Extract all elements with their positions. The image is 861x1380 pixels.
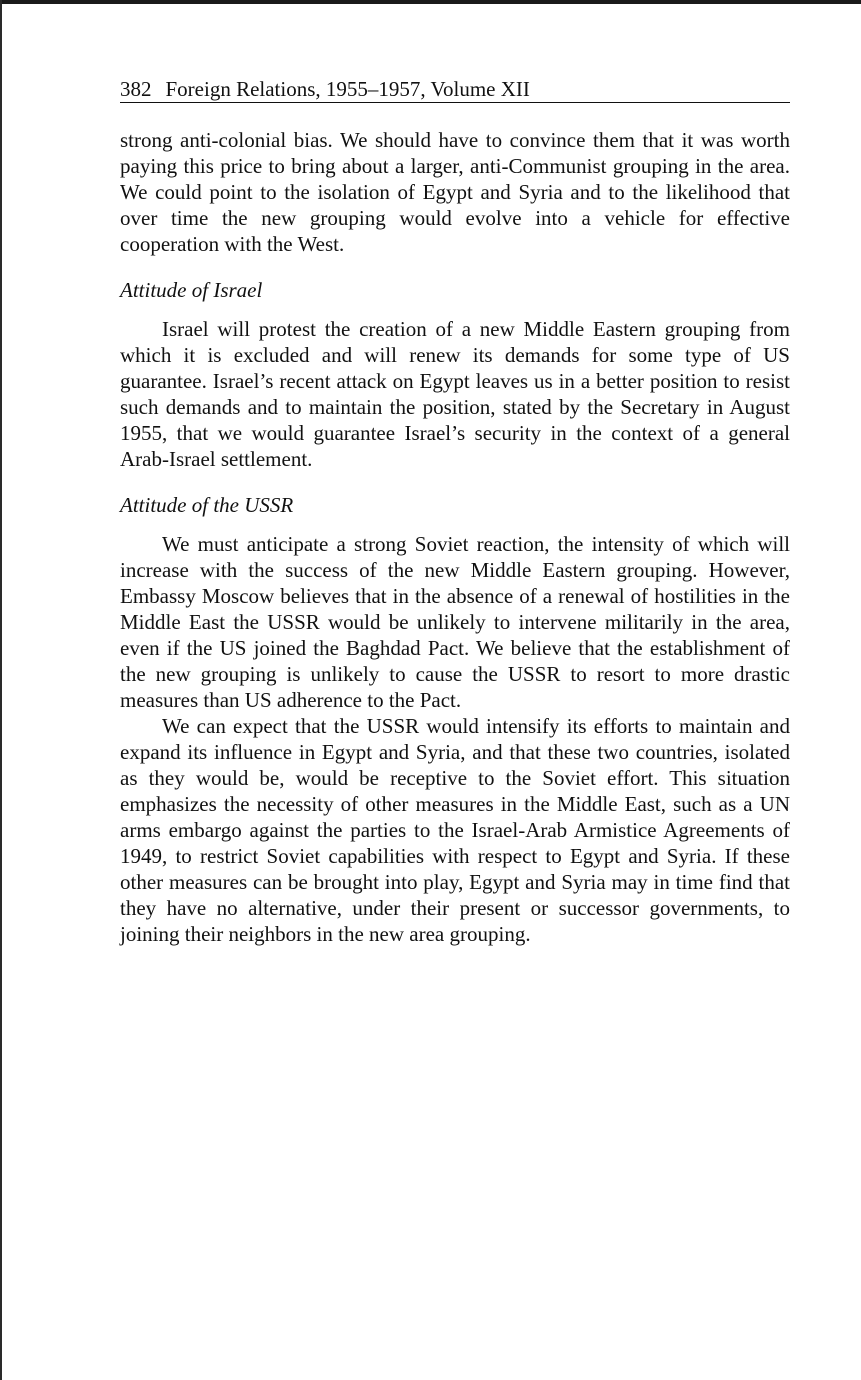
volume-title: Foreign Relations, 1955–1957, Volume XII	[165, 77, 530, 101]
ussr-paragraph-1: We must anticipate a strong Soviet reaction, the intensity of which will increase with the success of the new Middle Eastern grouping. However, Embassy Moscow believes that in the absence of a renewal of hostilities in the Middle East the USSR would be unlikely to intervene militarily in the area, even if the US joined the Baghdad Pact. We believe that the establishment of the new grouping is unlikely to cause the USSR to resort to more drastic measures than US adherence to the Pact.	[120, 532, 790, 712]
page-number: 382	[120, 77, 152, 101]
ussr-paragraph-2: We can expect that the USSR would intensify its efforts to maintain and expand its influence in Egypt and Syria, and that these two countries, isolated as they would be, would be receptive to the Soviet effort. This situation emphasizes the necessity of other measures in the Middle East, such as a UN arms embargo against the parties to the Israel-Arab Armistice Agreements of 1949, to restrict Soviet capabilities with respect to Egypt and Syria. If these other measures can be brought into play, Egypt and Syria may in time find that they have no alternative, under their present or successor governments, to joining their neighbors in the new area grouping.	[120, 714, 790, 946]
page-left-edge	[0, 0, 2, 1380]
document-page	[120, 76, 790, 947]
body-text	[120, 127, 790, 947]
israel-paragraph: Israel will protest the creation of a new Middle Eastern grouping from which it is excluded and will renew its demands for some type of US guarantee. Israel’s recent attack on Egypt leaves us in a better position to resist such demands and to maintain the position, stated by the Secretary in August 1955, that we would guarantee Israel’s security in the context of a general Arab-Israel settlement.	[120, 317, 790, 471]
opening-paragraph: strong anti-colonial bias. We should have to convince them that it was worth paying this price to bring about a larger, anti-Communist grouping in the area. We could point to the isolation of Egypt and Syria and to the likelihood that over time the new grouping would evolve into a vehicle for effective cooperation with the West.	[120, 128, 790, 256]
ussr-section-heading: Attitude of the USSR	[120, 493, 294, 517]
page-top-edge	[0, 0, 861, 4]
running-head	[120, 76, 790, 103]
israel-section-heading: Attitude of Israel	[120, 278, 263, 302]
